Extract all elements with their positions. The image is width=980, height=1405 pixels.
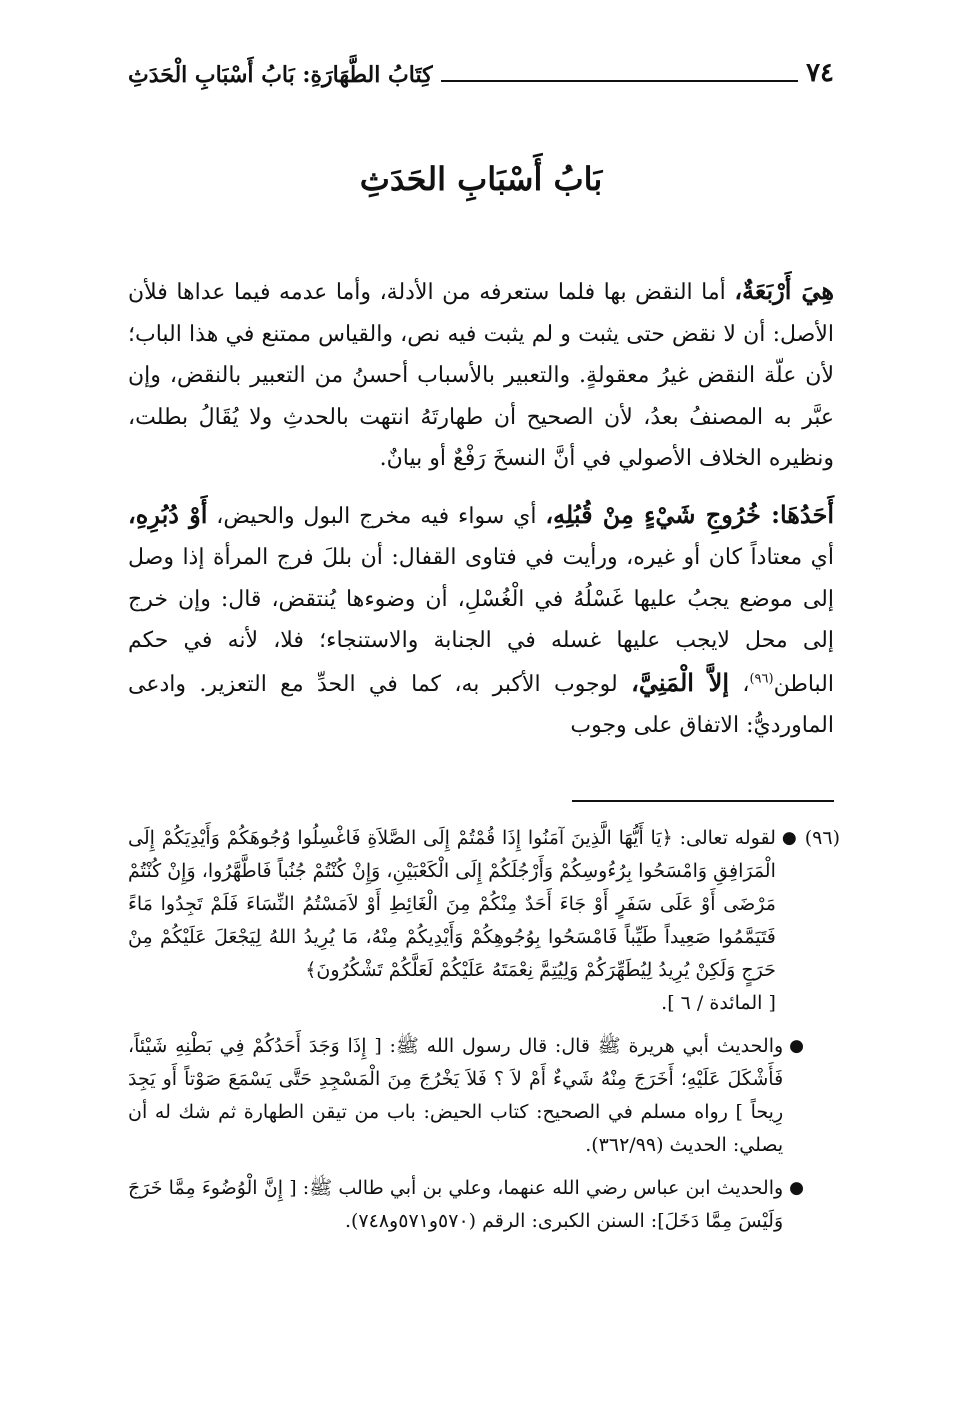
page-number: ٧٤ <box>806 58 834 88</box>
running-title: كِتَابُ الطَّهَارَةِ: بَابُ أَسْبَابِ الْحَدَثِ <box>128 62 433 88</box>
header-rule <box>441 80 799 82</box>
footnote-separator <box>572 800 834 802</box>
footnote-citation: [ المائدة / ٦ ]. <box>661 992 776 1014</box>
paragraph-2 <box>128 494 834 747</box>
matn-phrase: هِيَ أَرْبَعَةٌ، <box>734 276 834 305</box>
footnote-text: والحديث أبي هريرة ﷺ قال: قال رسول الله ﷺ: [ إِذَا وَجَدَ أَحَدُكُمْ فِي بَطْنِهِ شَيْئاً، فَأَشْكَلَ عَلَيْهِ؛ أَخَرَجَ مِنْهُ شَيءٌ أَمْ لاَ ؟ فَلاَ يَخْرُجَ مِنَ الْمَسْجِدِ حَتَّى يَسْمَعَ صَوْتاً أَو يَجِدَ رِيحاً ] رواه مسلم في الصحيح: كتاب الحيض: باب من تيقن الطهارة ثم شك له أن يصلي: الحديث (٣٦٢/٩٩). <box>128 1035 784 1156</box>
footnote-text: لقوله تعالى: ﴿يَا أَيُّهَا الَّذِينَ آمَنُوا إِذَا قُمْتُمْ إِلَى الصَّلاَةِ فَاغْسِلُوا وُجُوهَكُمْ وَأَيْدِيَكُمْ إِلَى الْمَرَافِقِ وَامْسَحُوا بِرُءُوسِكُمْ وَأَرْجُلَكُمْ إِلَى الْكَعْبَيْنِ، وَإِنْ كُنْتُمْ جُنُباً فَاطَّهَّرُوا، وَإِنْ كُنْتُمْ مَرْضَى أَوْ عَلَى سَفَرٍ أَوْ جَاءَ أَحَدٌ مِنْكُمْ مِنَ الْغَائِطِ أَوْ لاَمَسْتُمُ النِّسَاءَ فَلَمْ تَجِدُوا مَاءً فَتَيَمَّمُوا صَعِيداً طَيِّباً فَامْسَحُوا بِوُجُوهِكُمْ وَأَيْدِيكُمْ مِنْهُ، مَا يُرِيدُ اللهُ لِيَجْعَلَ عَلَيْكُمْ مِنْ حَرَجٍ وَلَكِنْ يُرِيدُ لِيُطَهِّرَكُمْ وَلِيُتِمَّ نِعْمَتَهُ عَلَيْكُمْ لَعَلَّكُمْ تَشْكُرُونَ﴾ <box>128 827 776 981</box>
footnote-item <box>128 1172 804 1238</box>
footnote-text: والحديث ابن عباس رضي الله عنهما، وعلي بن أبي طالب ﷺ: [ إِنَّ الْوُضُوءَ مِمَّا خَرَجَ وَلَيْسَ مِمَّا دَخَلَ]: السنن الكبرى: الرقم (٥٧٠و٥٧١و٧٤٨). <box>128 1177 784 1232</box>
footnote-item <box>128 822 840 1020</box>
bullet-icon: ● <box>789 1178 804 1198</box>
matn-phrase: أَحَدُهَا: خُرُوجِ شَيْءٍ مِنْ قُبُلِهِ، <box>545 499 835 529</box>
footnotes <box>128 822 840 1248</box>
matn-phrase: إلاَّ الْمَنِيَّ، <box>631 667 729 697</box>
footnote-number: (٩٦) <box>804 827 840 849</box>
bullet-icon: ● <box>789 1036 804 1056</box>
commentary-text: ، <box>729 671 750 697</box>
bullet-icon: ● <box>781 828 797 848</box>
matn-phrase: أَوْ دُبُرِهِ، <box>128 499 208 529</box>
footnote-reference: (٩٦) <box>749 671 774 687</box>
commentary-text: لوجوب الأكبر به، كما في الحدِّ مع التعزير. وادعى الماورديُّ: الاتفاق على وجوب <box>128 671 834 738</box>
commentary-text: أي سواء فيه مخرج البول والحيض، <box>207 503 546 529</box>
chapter-title: بَابُ أَسْبَابِ الحَدَثِ <box>359 160 603 198</box>
paragraph-1 <box>128 270 834 480</box>
main-text <box>128 270 834 747</box>
footnote-item <box>128 1030 804 1162</box>
running-header <box>128 48 834 88</box>
commentary-text: أي معتاداً كان أو غيره، ورأيت في فتاوى القفال: أن بللَ فرج المرأة إذا وصل إلى موضع يجبُ عليها غَسْلُهُ في الْغُسْلِ، أن وضوءها يُنتقض، قال: وإن خرج إلى محل لايجب عليها غسله في الجنابة والاستنجاء؛ فلا، لأنه في حكم الباطن <box>128 545 834 697</box>
commentary-text: أما النقض بها فلما ستعرفه من الأدلة، وأما عدمه فيما عداها فلأن الأصل: أن لا نقض حتى يثبت و لم يثبت فيه نص، والقياس ممتنع في هذا الباب؛ لأن علّة النقض غيرُ معقولةٍ. والتعبير بالأسباب أحسنُ من التعبير بالنقض، وإن عبَّر به المصنفُ بعدُ، لأن الصحيح أن طهارتَهُ انتهت بالحدثِ ولا يُقَالُ بطلت، ونظيره الخلاف الأصولي في أنَّ النسخَ رَفْعٌ أو بيانٌ. <box>128 280 834 471</box>
